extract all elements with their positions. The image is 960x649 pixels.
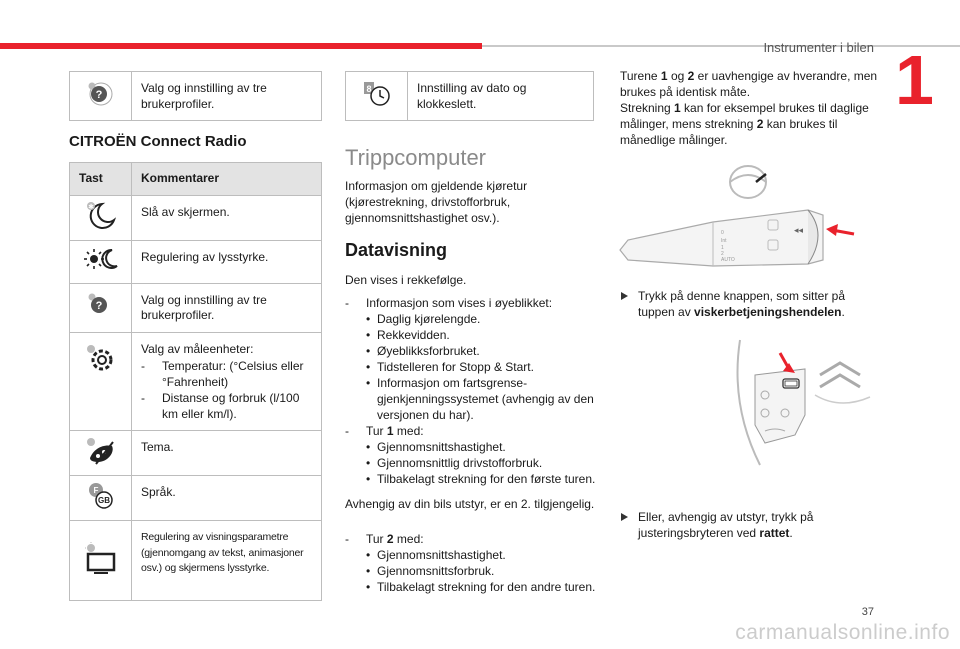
svg-text:?: ? [95, 300, 102, 313]
trip2-list [345, 531, 597, 595]
instr2-b: rattet [759, 526, 790, 540]
instr2-c: . [789, 526, 793, 540]
units-list [141, 358, 313, 422]
row-display-text: Regulering av visningsparametre (gjennomgang av tekst, animasjoner osv.) og skjermens lysstyrke. [132, 521, 322, 601]
table-row [70, 240, 322, 283]
clock-table [345, 71, 594, 121]
p2-e: kan brukes til månedlige målinger. [620, 117, 838, 147]
p2-d: 2 [756, 117, 764, 131]
header-grey-line [482, 45, 960, 47]
trip2-number: 2 [386, 532, 394, 546]
watermark: carmanualsonline.info [735, 621, 950, 644]
col-header-comment: Kommentarer [132, 163, 322, 196]
header-red-bar [0, 43, 482, 49]
table-row [70, 283, 322, 332]
brightness-icon [70, 240, 132, 283]
instr1-b: viskerbetjeningshendelen [694, 305, 842, 319]
trip-computer-text: Informasjon om gjeldende kjøretur (kjørestrekning, drivstofforbruk, gjennomsnittshastighet osv.). [345, 179, 528, 225]
stalk-label-int: Int [721, 238, 727, 244]
info-list-intro: Informasjon som vises i øyeblikket: [366, 296, 553, 310]
row-theme-text: Tema. [132, 431, 322, 476]
list-item: • Tilbakelagt strekning for den første turen. [366, 471, 597, 487]
display-text: Den vises i rekkefølge. [345, 273, 467, 287]
stalk-label-2: 2 [721, 251, 724, 257]
list-item: - Temperatur: (°Celsius eller °Fahrenheit) [141, 358, 313, 390]
trip1-sublist [366, 439, 597, 487]
list-item: • Rekkevidden. [366, 327, 597, 343]
list-item [345, 295, 597, 423]
p1-a: Turene [620, 69, 661, 83]
trip1-post: med: [393, 424, 424, 438]
p2-a: Strekning [620, 101, 675, 115]
theme-palette-icon [70, 431, 132, 476]
profile-question-icon [70, 283, 132, 332]
trip1-number: 1 [386, 424, 394, 438]
p1-e: er uavhengige av hverandre, men brukes på identisk måte. [620, 69, 878, 99]
svg-text:◂◂: ◂◂ [794, 225, 804, 235]
row-units-intro: Valg av måleenheter: [141, 341, 254, 356]
stalk-label-0: 0 [721, 230, 724, 236]
list-item: • Informasjon om fartsgrense-gjenkjenningssystemet (avhengig av den versjonen du har). [366, 375, 597, 423]
clock-icon [346, 72, 408, 121]
trip2-pre: Tur [366, 532, 387, 546]
svg-text:?: ? [95, 88, 102, 101]
table-row [70, 476, 322, 521]
language-flag-icon [70, 476, 132, 521]
depend-text: Avhengig av din bils utstyr, er en 2. tilgjengelig. [345, 497, 595, 511]
stalk-label-1: 1 [721, 245, 724, 251]
instruction-steering [621, 509, 866, 541]
clock-text: Innstilling av dato og klokkeslett. [408, 72, 594, 121]
wiper-stalk-illustration [618, 160, 873, 280]
radio-keys-table [69, 162, 322, 601]
table-row [70, 521, 322, 601]
flag-bottom-label: GB [97, 495, 110, 505]
p2-b: 1 [674, 101, 681, 115]
list-item: • Daglig kjørelengde. [366, 311, 597, 327]
row-screen-off-text: Slå av skjermen. [132, 195, 322, 240]
display-title: Datavisning [345, 240, 448, 260]
row-units-cell [132, 332, 322, 431]
chapter-number: 1 [895, 41, 934, 119]
clock-icon-label: 8 [365, 83, 372, 94]
display-settings-icon [70, 521, 132, 601]
screen-off-icon [70, 195, 132, 240]
steering-wheel-illustration [735, 335, 875, 470]
info-sublist [366, 311, 597, 423]
page-number: 37 [861, 606, 874, 618]
instr1-a: Trykk på denne knappen, som sitter på tuppen av [638, 289, 845, 319]
units-gear-icon [70, 332, 132, 431]
list-item: • Gjennomsnittshastighet. [366, 439, 597, 455]
list-item: • Gjennomsnittshastighet. [366, 547, 597, 563]
list-item: • Tilbakelagt strekning for den andre turen. [366, 579, 597, 595]
table-row [70, 431, 322, 476]
list-item [345, 423, 597, 487]
trip2-sublist [366, 547, 597, 595]
row-brightness-text: Regulering av lysstyrke. [132, 240, 322, 283]
trip2-post: med: [393, 532, 424, 546]
profile-table-top [69, 71, 322, 121]
section-title-connect-radio: CITROËN Connect Radio [69, 133, 247, 150]
svg-text:✱: ✱ [87, 204, 94, 212]
stalk-label-auto: AUTO [721, 257, 735, 263]
p2-c: kan for eksempel brukes til daglige målinger, mens strekning [620, 101, 869, 131]
table-row [70, 332, 322, 431]
info-list [345, 295, 597, 487]
list-item: • Øyeblikksforbruket. [366, 343, 597, 359]
list-item: - Distanse og forbruk (l/100 km eller km/l). [141, 390, 313, 422]
trip-computer-title: Trippcomputer [345, 145, 487, 170]
p1-b: 1 [660, 69, 668, 83]
table-row [70, 195, 322, 240]
trip1-pre: Tur [366, 424, 387, 438]
row-language-text: Språk. [132, 476, 322, 521]
header-title: Instrumenter i bilen [763, 40, 874, 55]
list-item [345, 531, 597, 595]
list-item: • Tidstelleren for Stopp & Start. [366, 359, 597, 375]
instr1-c: . [841, 305, 845, 319]
profile-text: Valg og innstilling av tre brukerprofiler. [132, 72, 322, 121]
list-item: • Gjennomsnittlig drivstofforbruk. [366, 455, 597, 471]
list-item: • Gjennomsnittsforbruk. [366, 563, 597, 579]
profile-question-icon [70, 72, 132, 121]
flag-top-label: F [93, 485, 98, 495]
p1-c: og [667, 69, 688, 83]
p1-d: 2 [687, 69, 695, 83]
col-header-key: Tast [70, 163, 132, 196]
instr2-a: Eller, avhengig av utstyr, trykk på justeringsbryteren ved [638, 510, 814, 540]
instruction-wiper [621, 288, 866, 320]
trips-paragraph [620, 68, 882, 148]
row-profile-text: Valg og innstilling av tre brukerprofiler. [132, 283, 322, 332]
